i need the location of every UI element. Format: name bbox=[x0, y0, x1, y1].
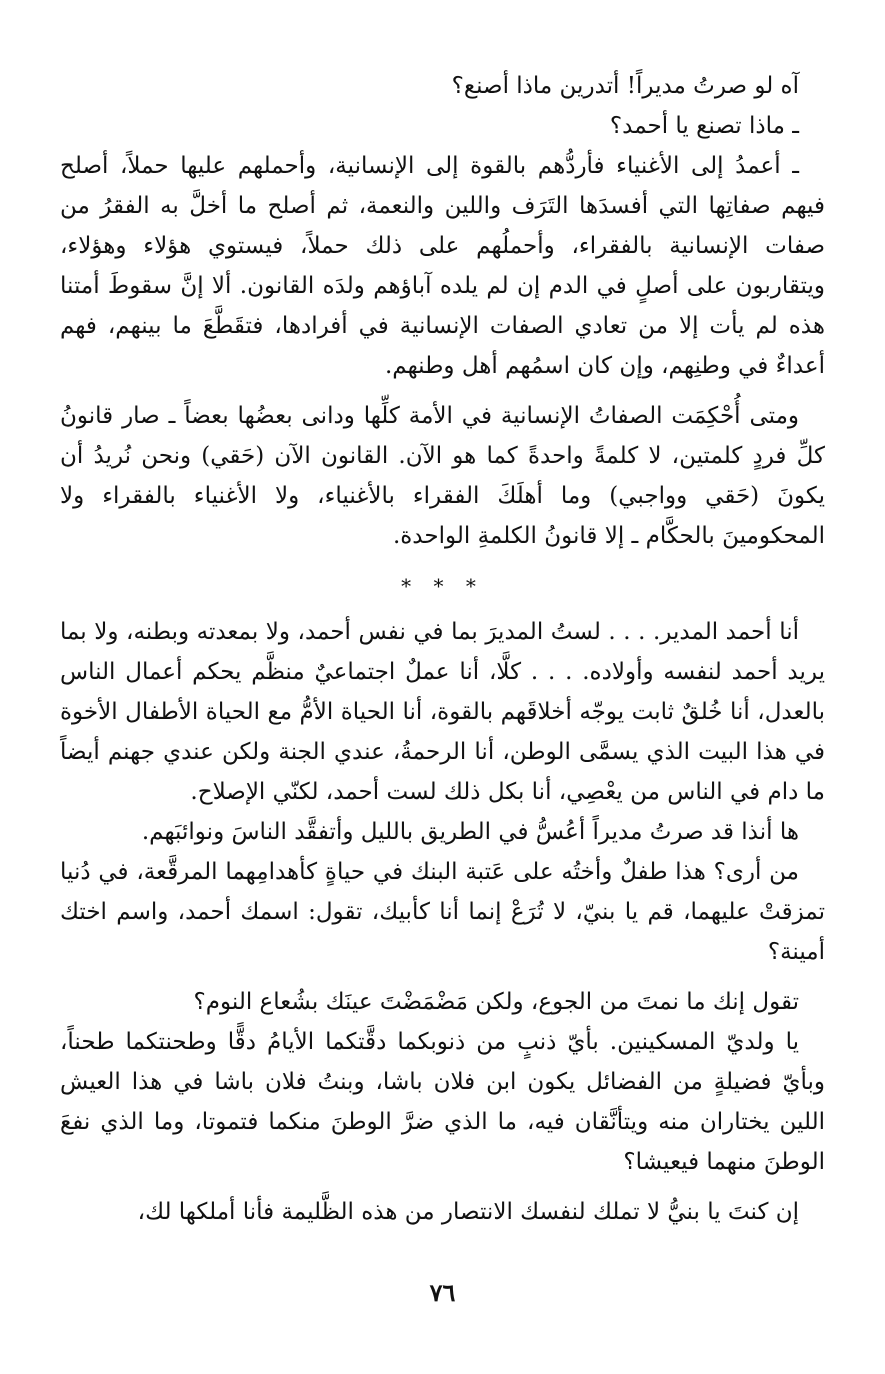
paragraph: أنا أحمد المدير. . . . لستُ المديرَ بما في نفس أحمد، ولا بمعدته وبطنه، ولا بما يريد أحمد لنفسه وأولاده. . . . كلَّا، أنا عملٌ اجتماعيٌ منظَّم يحكم أعمال الناس بالعدل، أنا خُلقٌ ثابت يوجّه أخلاقَهم بالقوة، أنا الحياة الأمُّ مع الحياة الأطفال الأخوة في هذا البيت الذي يسمَّى الوطن، أنا الرحمةُ، عندي الجنة ولكن عندي جهنم أيضاً ما دام في الناس من يعْصِي، أنا بكل ذلك لست أحمد، لكنّي الإصلاح. bbox=[60, 619, 826, 805]
paragraph: ـ ماذا تصنع يا أحمد؟ bbox=[609, 113, 799, 139]
paragraph: ـ أعمدُ إلى الأغنياء فأردُّهم بالقوة إلى الإنسانية، وأحملهم عليها حملاً، أصلح فيهم صفاتِها التي أفسدَها التَرَف واللين والنعمة، ثم أصلح ما أخلَّ به الفقرُ من صفات الإنسانية بالفقراء، وأحملُهم على ذلك حملاً، فيستوي هؤلاء وهؤلاء، ويتقاربون على أصلٍ في الدم إن لم يلده آباؤهم ولدَه القانون. ألا إنَّ سقوطَ أمتنا هذه لم يأت إلا من تعادي الصفات الإنسانية في أفرادها، فتقَطَّعَ ما بينهم، فهم أعداءٌ في وطنِهم، وإن كان اسمُهم أهل وطنهم. bbox=[60, 153, 826, 379]
paragraph: آه لو صرتُ مديراً! أتدرين ماذا أصنع؟ bbox=[451, 73, 799, 99]
body-text bbox=[60, 66, 825, 1232]
paragraph: يا ولديّ المسكينين. بأيّ ذنبٍ من ذنوبكما دقَّتكما الأيامُ دقًّا وطحنتكما طحناً، وبأيّ فضيلةٍ من الفضائل يكون ابن فلان باشا، وبنتُ فلان باشا في هذا العيش اللين يختاران منه ويتأنَّقان فيه، ما الذي ضرَّ الوطنَ منكما فتموتا، وما الذي نفعَ الوطنَ منهما فيعيشا؟ bbox=[60, 1029, 825, 1175]
paragraph: ومتى أُحْكِمَت الصفاتُ الإنسانية في الأمة كلِّها ودانى بعضُها بعضاً ـ صار قانونُ كلِّ فردٍ كلمتين، لا كلمةً واحدةً كما هو الآن. القانون الآن (حَقي) ونحن نُريدُ أن يكونَ (حَقي وواجبي) وما أهلَكَ الفقراء بالأغنياء، ولا الأغنياء بالفقراء ولا المحكومينَ بالحكَّام ـ إلا قانونُ الكلمةِ الواحدة. bbox=[60, 403, 825, 549]
paragraph: من أرى؟ هذا طفلٌ وأختُه على عَتبة البنك في حياةٍ كأهدامِهما المرقَّعة، في دُنيا تمزقتْ عليهما، قم يا بنيّ، لا تُرَعْ إنما أنا كأبيك، تقول: اسمك أحمد، واسم اختك أمينة؟ bbox=[60, 859, 825, 965]
paragraph: إن كنتَ يا بنيُّ لا تملك لنفسك الانتصار من هذه الظَّليمة فأنا أملكها لك، bbox=[137, 1199, 799, 1225]
section-separator: * * * bbox=[401, 574, 484, 598]
paragraph: تقول إنك ما نمتَ من الجوع، ولكن مَضْمَضْتَ عينَك بشُعاع النوم؟ bbox=[193, 989, 799, 1015]
page-number: ٧٦ bbox=[429, 1278, 456, 1307]
paragraph: ها أنذا قد صرتُ مديراً أعُسُّ في الطريق بالليل وأتفقَّد الناسَ ونوائبَهم. bbox=[141, 819, 799, 845]
